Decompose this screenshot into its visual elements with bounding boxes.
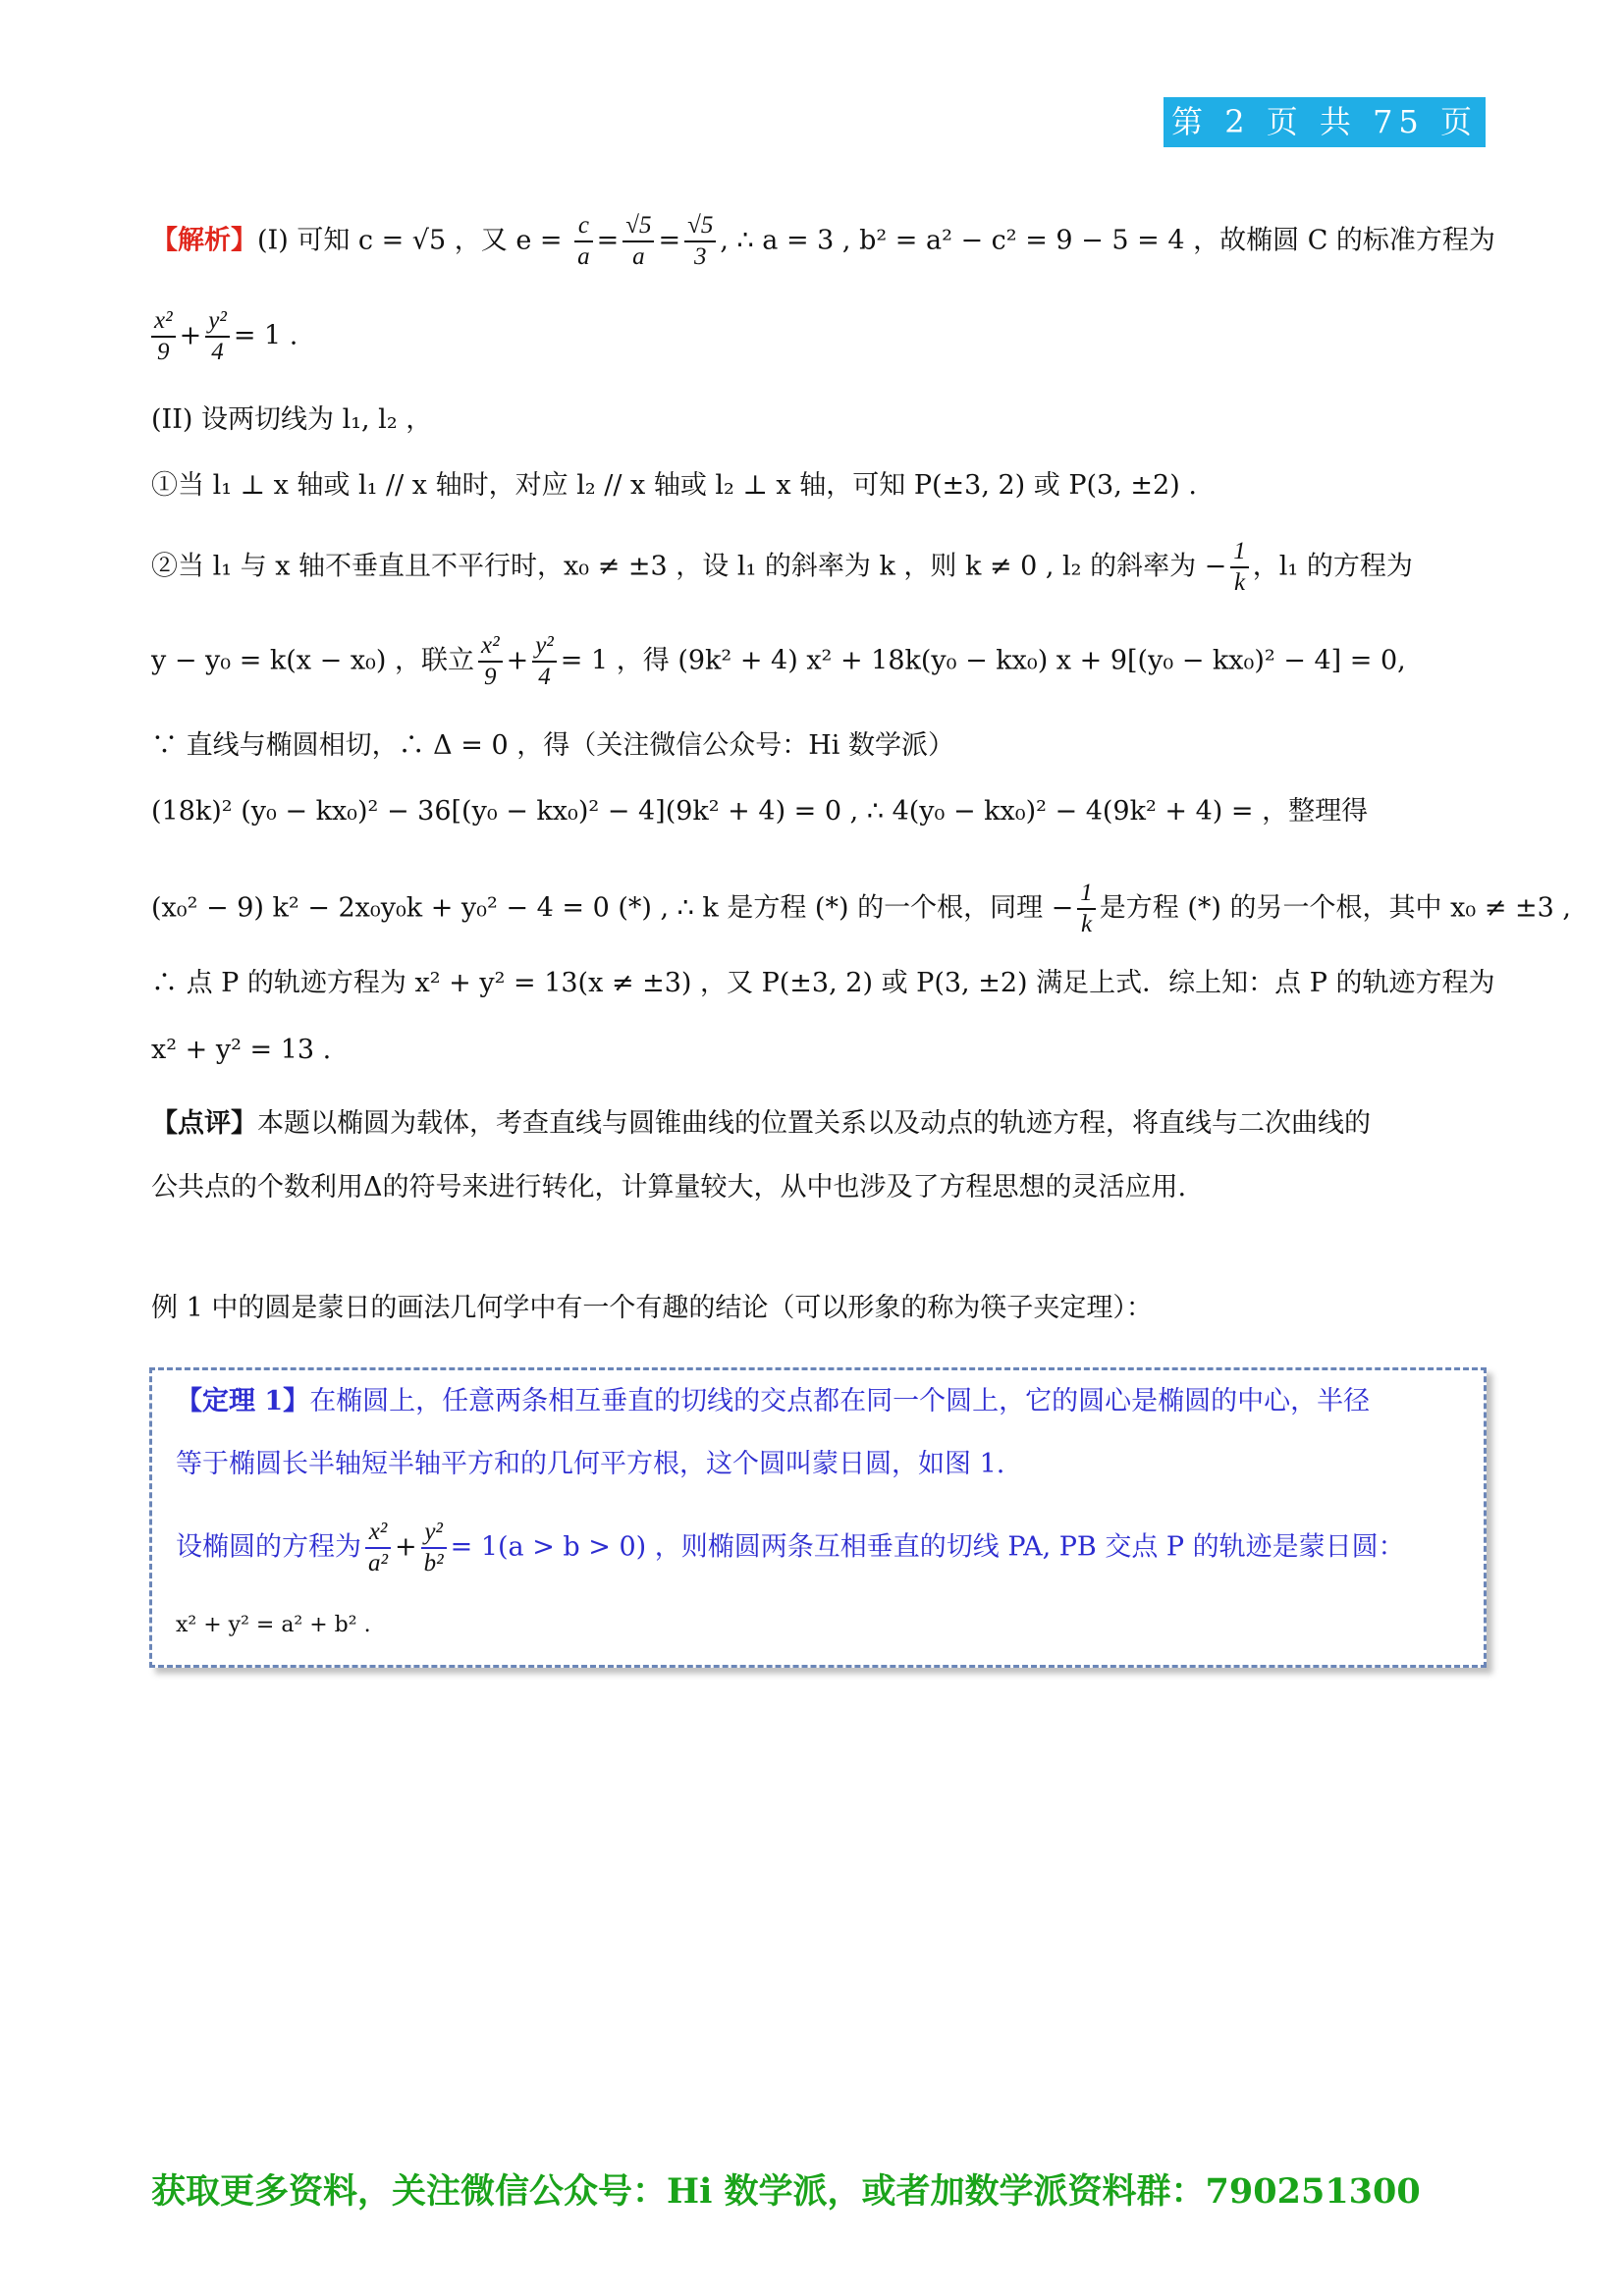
case-1: ①当 l₁ ⊥ x 轴或 l₁ // x 轴时，对应 l₂ // x 轴或 l₂ ⊥ x 轴，可知 P(±3, 2) 或 P(3, ±2) . <box>151 470 1197 501</box>
theorem-formula: x² + y² = a² + b² . <box>176 1613 371 1637</box>
ellipse-equation: $\frac{\text{x²}}{9}$ + $\frac{\text{y²}}{4}$ = 1 . <box>151 306 298 367</box>
page-indicator: 第 2 页 共 75 页 <box>1164 97 1486 147</box>
theorem-box <box>149 1367 1487 1668</box>
fraction: $\frac{√5}{a}$ <box>623 211 654 272</box>
fraction: $\frac{√5}{3}$ <box>684 211 716 272</box>
locus-line: ∴ 点 P 的轨迹方程为 x² + y² = 13(x ≠ ±3) ，又 P(±3, 2) 或 P(3, ±2) 满足上式．综上知：点 P 的轨迹方程为 <box>151 968 1495 998</box>
comment-tag: 【点评】 <box>151 1108 257 1139</box>
final-equation: x² + y² = 13 . <box>151 1035 332 1065</box>
theorem-line-1: 【定理 1】在椭圆上，任意两条相互垂直的切线的交点都在同一个圆上，它的圆心是椭圆的中心，半径 <box>176 1386 1371 1416</box>
footer-promo: 获取更多资料，关注微信公众号：Hi 数学派，或者加数学派资料群：790251300 <box>151 2171 1421 2212</box>
tangency-condition: ∵ 直线与椭圆相切，∴ Δ = 0 ，得（关注微信公众号：Hi 数学派） <box>151 730 954 761</box>
fraction: $\frac{c}{a}$ <box>574 211 593 272</box>
quadratic-line: (x₀² − 9) k² − 2x₀y₀k + y₀² − 4 = 0 (*) , ∴ k 是方程 (*) 的一个根，同理 − $\frac{1}{k}$ 是方程 (*) 的另一个根，其中 x₀ ≠ ±3 , <box>151 880 1571 937</box>
intro-line: 例 1 中的圆是蒙日的画法几何学中有一个有趣的结论（可以形象的称为筷子夹定理）： <box>151 1293 1153 1323</box>
part2-intro: (II) 设两切线为 l₁, l₂ ， <box>151 404 433 435</box>
analysis-tag: 【解析】 <box>151 225 257 256</box>
comment-line-1: 【点评】本题以椭圆为载体，考查直线与圆锥曲线的位置关系以及动点的轨迹方程，将直线与二次曲线的 <box>151 1108 1371 1139</box>
theorem-line-3: 设椭圆的方程为 $\frac{\text{x²}}{\text{a²}}$ + $\frac{\text{y²}}{\text{b²}}$ = 1(a > b > 0) ，则椭圆两条互相垂直的切线 PA, PB 交点 P 的轨迹是蒙日圆： <box>176 1519 1405 1576</box>
comment-line-2: 公共点的个数利用Δ的符号来进行转化，计算量较大，从中也涉及了方程思想的灵活应用. <box>151 1172 1187 1202</box>
analysis-line-1: 【解析】(I) 可知 c = √5 ，又 e = $\frac{c}{a}$ = $\frac{√5}{a}$ = $\frac{√5}{3}$ , ∴ a = 3 , b² = a² − c² = 9 − 5 = 4 ，故椭圆 C 的标准方程为 <box>151 212 1495 270</box>
theorem-tag: 【定理 1】 <box>176 1386 310 1416</box>
theorem-line-2: 等于椭圆长半轴短半轴平方和的几何平方根，这个圆叫蒙日圆，如图 1. <box>176 1449 1005 1479</box>
tangent-line-equation: y − y₀ = k(x − x₀) ，联立 $\frac{\text{x²}}{9}$ + $\frac{\text{y²}}{4}$ = 1 ，得 (9k² + 4) x² + 18k(y₀ − kx₀) x + 9[(y₀ − kx₀)² − 4] = 0, <box>151 632 1406 690</box>
case-2: ②当 l₁ 与 x 轴不垂直且不平行时，x₀ ≠ ±3 ，设 l₁ 的斜率为 k ，则 k ≠ 0 , l₂ 的斜率为 − $\frac{1}{k}$ ，l₁ 的方程为 <box>151 538 1413 596</box>
discriminant-line: (18k)² (y₀ − kx₀)² − 36[(y₀ − kx₀)² − 4](9k² + 4) = 0 , ∴ 4(y₀ − kx₀)² − 4(9k² + 4) = ，整理得 <box>151 796 1369 827</box>
